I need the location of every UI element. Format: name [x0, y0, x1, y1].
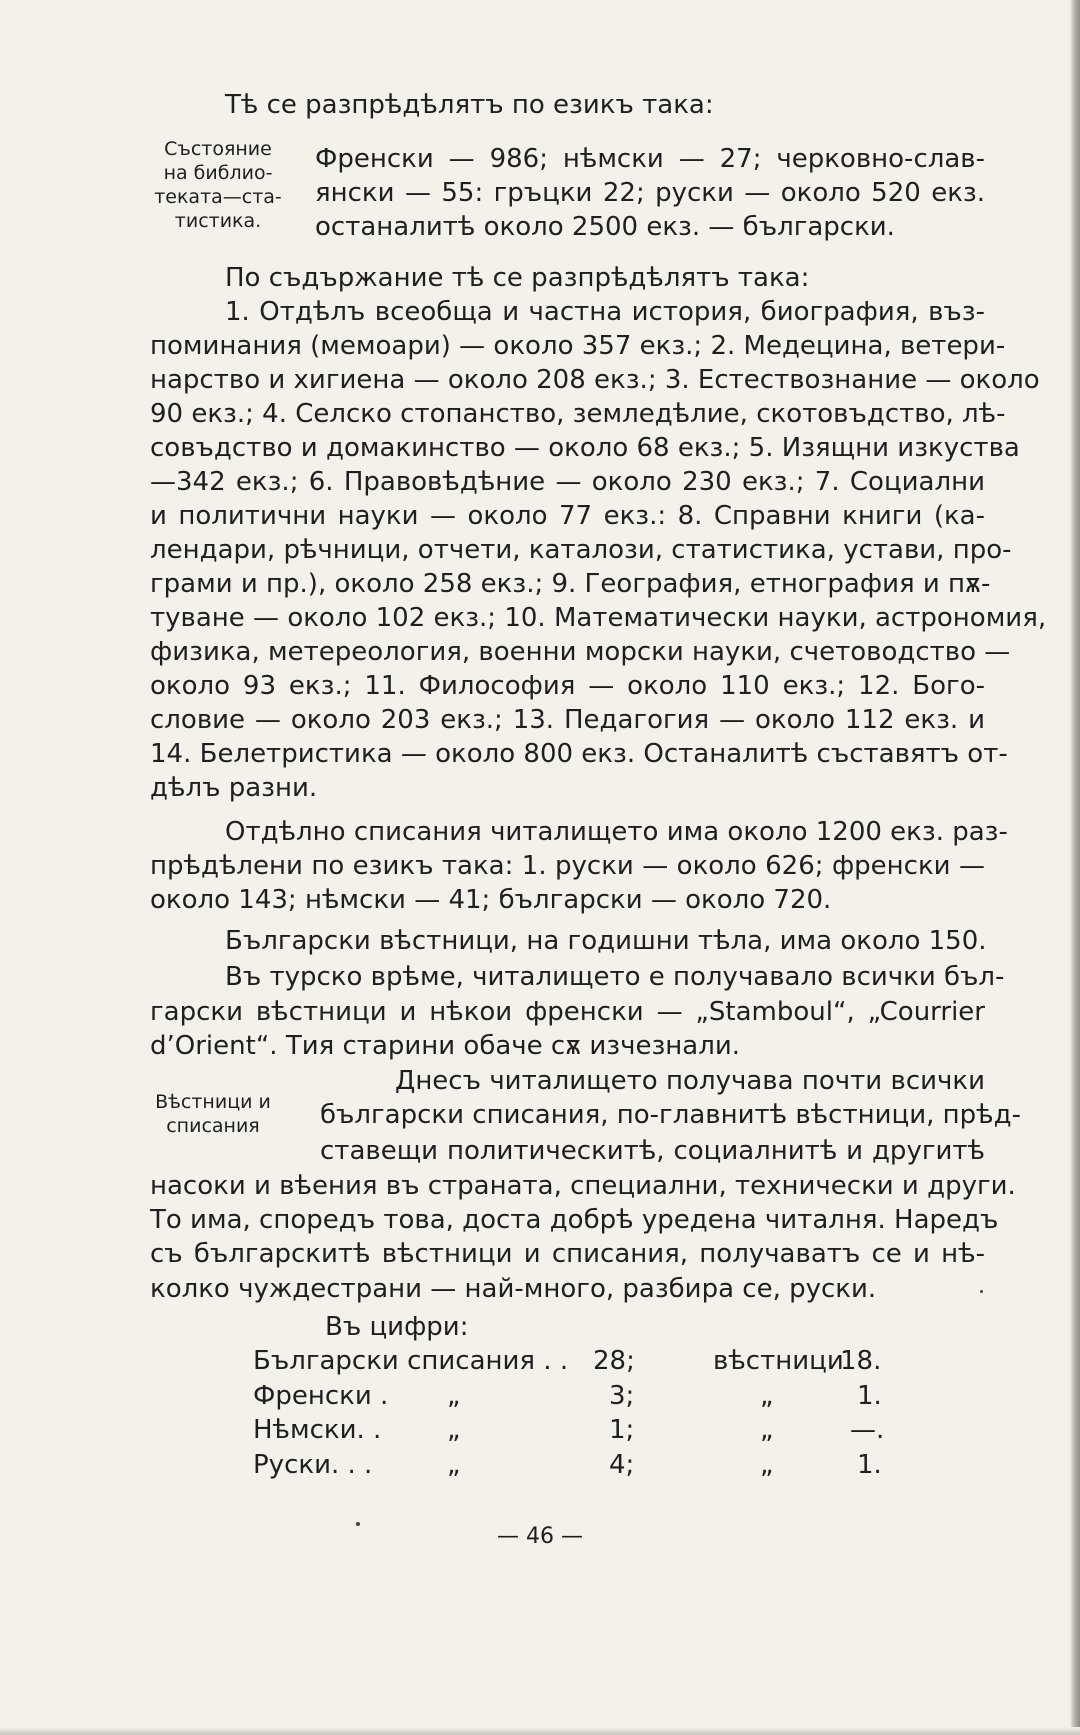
- margin-note-statistics: [148, 137, 288, 233]
- text-line: янски — 55: гръцки 22; руски — около 520 екз.: [315, 178, 985, 208]
- page-number: — 46 —: [497, 1524, 583, 1549]
- text-line: дѣлъ разни.: [150, 773, 318, 803]
- magazines-count: 3;: [609, 1381, 635, 1411]
- ditto-mark: „: [760, 1381, 774, 1411]
- text-line: Въ турско врѣме, читалището е получавало всички бъл-: [225, 962, 1005, 992]
- magazines-count: 4;: [609, 1450, 635, 1480]
- text-line: Български вѣстници, на годишни тѣла, има около 150.: [225, 926, 987, 956]
- row-label: Нѣмски. .: [253, 1415, 382, 1445]
- ditto-mark: „: [447, 1381, 461, 1411]
- row-label: Френски .: [253, 1381, 389, 1411]
- text-line: прѣдѣлени по езикъ така: 1. руски — около 626; френски —: [150, 851, 985, 881]
- newspapers-label: вѣстници: [713, 1346, 844, 1376]
- row-label: Руски. . .: [253, 1450, 373, 1480]
- ink-speck: [980, 1290, 983, 1293]
- text-line: —342 екз.; 6. Правовѣдѣние — около 230 екз.; 7. Социални: [150, 467, 985, 497]
- text-line: лендари, рѣчници, отчети, каталози, статистика, устави, про-: [150, 535, 1012, 565]
- text-line: нарство и хигиена — около 208 екз.; 3. Естествознание — около: [150, 365, 1040, 395]
- newspapers-count: 18.: [840, 1346, 882, 1376]
- newspapers-count: 1.: [857, 1450, 882, 1480]
- page-bottom-edge: [0, 1727, 1080, 1735]
- text-line: То има, споредъ това, доста добрѣ уредена читалня. Наредъ: [150, 1205, 999, 1235]
- text-line: туване — около 102 екз.; 10. Математически науки, астрономия,: [150, 603, 1047, 633]
- margin-note-line: на библио-: [163, 162, 273, 184]
- ditto-mark: „: [447, 1450, 461, 1480]
- margin-note-periodicals: [143, 1090, 283, 1138]
- margin-note-line: списания: [166, 1115, 260, 1137]
- row-label: Български списания . .: [253, 1346, 569, 1376]
- page-edge-shadow: [1070, 0, 1080, 1735]
- text-line: останалитѣ около 2500 екз. — български.: [315, 212, 895, 242]
- text-line: гарски вѣстници и нѣкои френски — „Stamboul“, „Courrier: [150, 997, 985, 1027]
- text-line: съ българскитѣ вѣстници и списания, получаватъ се и нѣ-: [150, 1239, 985, 1269]
- text-line: d’Orient“. Тия старини обаче сѫ изчезнали.: [150, 1031, 741, 1061]
- text-line: Днесъ читалището получава почти всички: [395, 1066, 985, 1096]
- text-line: 90 екз.; 4. Селско стопанство, земледѣлие, скотовъдство, лѣ-: [150, 399, 1006, 429]
- margin-note-line: теката—ста-: [154, 186, 282, 208]
- newspapers-count: —.: [850, 1415, 885, 1445]
- text-line: около 93 екз.; 11. Философия — около 110 екз.; 12. Бого-: [150, 671, 985, 701]
- ditto-mark: „: [760, 1415, 774, 1445]
- text-line: Тѣ се разпрѣдѣлятъ по езикъ така:: [225, 90, 714, 120]
- text-line: совъдство и домакинство — около 68 екз.; 5. Изящни изкуства: [150, 433, 1020, 463]
- text-line: физика, метереология, военни морски науки, счетоводство —: [150, 637, 1011, 667]
- margin-note-line: Състояние: [164, 138, 272, 160]
- text-line: словие — около 203 екз.; 13. Педагогия — около 112 екз. и: [150, 705, 985, 735]
- text-line: Френски — 986; нѣмски — 27; черковно-слав-: [315, 144, 985, 174]
- text-line: грами и пр.), около 258 екз.; 9. География, етнография и пѫ-: [150, 569, 991, 599]
- text-line: колко чуждестрани — най-много, разбира се, руски.: [150, 1274, 877, 1304]
- text-line: 14. Белетристика — около 800 екз. Останалитѣ съставятъ от-: [150, 739, 1008, 769]
- text-line: и политични науки — около 77 екз.: 8. Справни книги (ка-: [150, 501, 985, 531]
- text-line: ставещи политическитѣ, социалнитѣ и другитѣ: [320, 1136, 985, 1166]
- text-line: български списания, по-главнитѣ вѣстници, прѣд-: [320, 1100, 1021, 1130]
- margin-note-line: Вѣстници и: [155, 1091, 271, 1113]
- text-line: 1. Отдѣлъ всеобща и частна история, биография, въз-: [225, 297, 985, 327]
- text-line: Въ цифри:: [325, 1312, 469, 1342]
- text-line: поминания (мемоари) — около 357 екз.; 2. Медецина, ветери-: [150, 331, 1006, 361]
- text-line: Отдѣлно списания читалището има около 1200 екз. раз-: [225, 817, 1008, 847]
- newspapers-count: 1.: [857, 1381, 882, 1411]
- ditto-mark: „: [760, 1450, 774, 1480]
- text-line: около 143; нѣмски — 41; български — около 720.: [150, 885, 832, 915]
- text-line: По съдържание тѣ се разпрѣдѣлятъ така:: [225, 263, 810, 293]
- text-line: насоки и вѣения въ страната, специални, технически и други.: [150, 1171, 1016, 1201]
- ditto-mark: „: [447, 1415, 461, 1445]
- magazines-count: 1;: [609, 1415, 635, 1445]
- magazines-count: 28;: [593, 1346, 635, 1376]
- margin-note-line: тистика.: [174, 210, 262, 232]
